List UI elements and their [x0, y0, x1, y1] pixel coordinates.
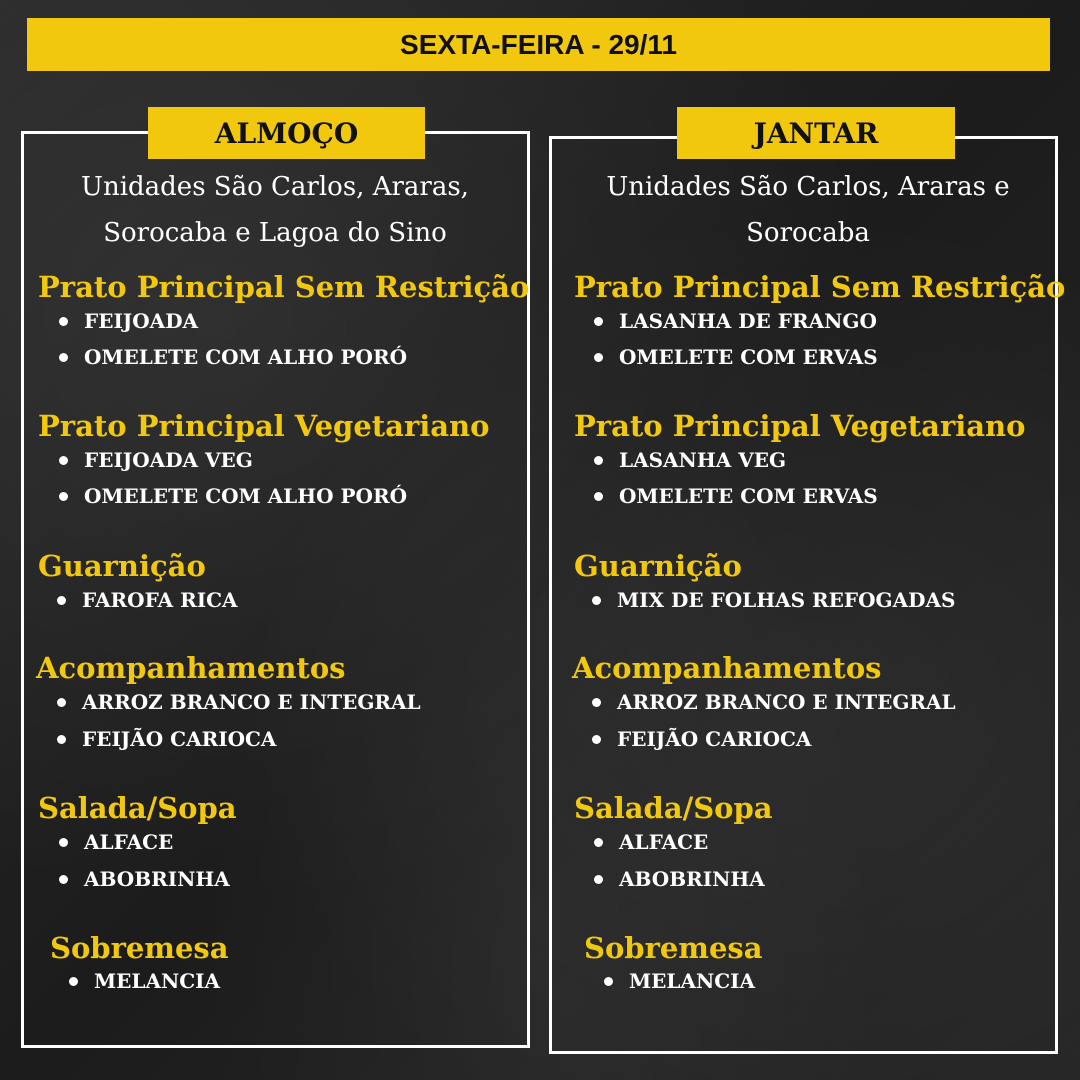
bullet-icon — [594, 317, 603, 326]
bullet-icon — [594, 456, 603, 465]
dinner-menu-item: MIX DE FOLHAS REFOGADAS — [592, 588, 955, 612]
lunch-section-title: Prato Principal Sem Restrição — [38, 270, 530, 304]
bullet-icon — [594, 875, 603, 884]
lunch-units: Unidades São Carlos, Araras, Sorocaba e Lagoa do Sino — [81, 172, 469, 248]
lunch-menu-item: OMELETE COM ALHO PORÓ — [59, 484, 407, 508]
bullet-icon — [59, 492, 68, 501]
lunch-menu-item: FEIJÃO CARIOCA — [57, 727, 276, 751]
dinner-menu-item: FEIJÃO CARIOCA — [592, 727, 811, 751]
lunch-tag — [148, 107, 425, 159]
dinner-menu-item: ARROZ BRANCO E INTEGRAL — [592, 690, 956, 714]
bullet-icon — [592, 698, 601, 707]
dinner-menu-item: OMELETE COM ERVAS — [594, 484, 878, 508]
lunch-section-title: Salada/Sopa — [38, 791, 237, 825]
dinner-section-title: Prato Principal Vegetariano — [574, 409, 1026, 443]
dinner-section-title: Guarnição — [574, 549, 742, 583]
lunch-menu-item: MELANCIA — [69, 969, 220, 993]
dinner-menu-item: MELANCIA — [604, 969, 755, 993]
bullet-icon — [59, 875, 68, 884]
dinner-section-title: Acompanhamentos — [572, 651, 882, 685]
dinner-menu-item: OMELETE COM ERVAS — [594, 345, 878, 369]
lunch-section-title: Prato Principal Vegetariano — [38, 409, 490, 443]
bullet-icon — [59, 838, 68, 847]
bullet-icon — [592, 596, 601, 605]
lunch-menu-item: FEIJOADA VEG — [59, 448, 253, 472]
dinner-label: JANTAR — [753, 116, 879, 150]
date-title: SEXTA-FEIRA - 29/11 — [400, 28, 677, 60]
bullet-icon — [59, 353, 68, 362]
bullet-icon — [594, 353, 603, 362]
lunch-section-title: Sobremesa — [50, 931, 229, 965]
lunch-menu-item: ARROZ BRANCO E INTEGRAL — [57, 690, 421, 714]
bullet-icon — [594, 492, 603, 501]
lunch-label: ALMOÇO — [214, 116, 359, 150]
dinner-menu-item: LASANHA VEG — [594, 448, 786, 472]
dinner-menu-item: LASANHA DE FRANGO — [594, 309, 877, 333]
dinner-units: Unidades São Carlos, Araras e Sorocaba — [606, 172, 1010, 248]
lunch-menu-item: FAROFA RICA — [57, 588, 238, 612]
date-banner — [27, 18, 1050, 71]
dinner-menu-item: ABOBRINHA — [594, 867, 765, 891]
bullet-icon — [604, 977, 613, 986]
lunch-menu-item: FEIJOADA — [59, 309, 198, 333]
dinner-tag — [677, 107, 955, 159]
bullet-icon — [594, 838, 603, 847]
lunch-menu-item: ALFACE — [59, 830, 173, 854]
lunch-section-title: Acompanhamentos — [36, 651, 346, 685]
dinner-section-title: Prato Principal Sem Restrição — [574, 270, 1066, 304]
dinner-section-title: Sobremesa — [584, 931, 763, 965]
lunch-menu-item: OMELETE COM ALHO PORÓ — [59, 345, 407, 369]
bullet-icon — [69, 977, 78, 986]
bullet-icon — [59, 317, 68, 326]
bullet-icon — [57, 735, 66, 744]
bullet-icon — [57, 596, 66, 605]
dinner-section-title: Salada/Sopa — [574, 791, 773, 825]
bullet-icon — [57, 698, 66, 707]
lunch-section-title: Guarnição — [38, 549, 206, 583]
bullet-icon — [592, 735, 601, 744]
lunch-menu-item: ABOBRINHA — [59, 867, 230, 891]
bullet-icon — [59, 456, 68, 465]
dinner-menu-item: ALFACE — [594, 830, 708, 854]
